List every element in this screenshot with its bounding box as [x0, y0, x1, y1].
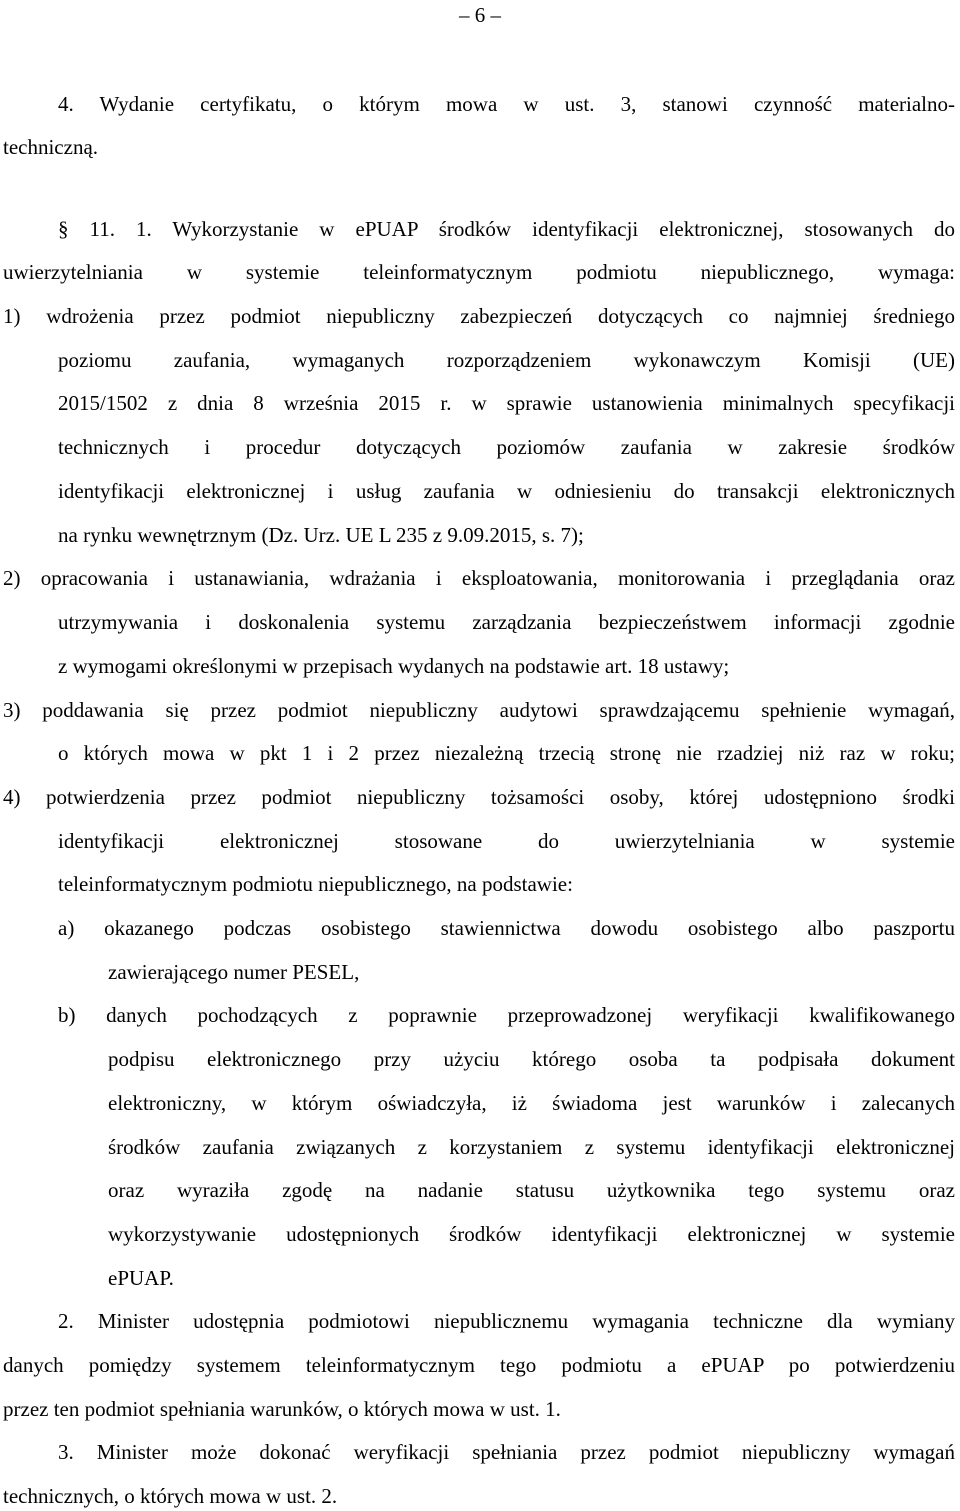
sub-item-line: a) okazanego podczas osobistego stawiennictwa dowodu osobistego albo paszportu [58, 916, 955, 940]
paragraph-line: 2. Minister udostępnia podmiotowi niepublicznemu wymagania techniczne dla wymiany [58, 1309, 955, 1333]
list-item-line: 2015/1502 z dnia 8 września 2015 r. w sprawie ustanowienia minimalnych specyfikacji [58, 391, 955, 415]
sub-item-line: b) danych pochodzących z poprawnie przeprowadzonej weryfikacji kwalifikowanego [58, 1003, 955, 1027]
list-item-line: identyfikacji elektronicznej stosowane do uwierzytelniania w systemie [58, 829, 955, 853]
paragraph-line: 3. Minister może dokonać weryfikacji spełniania przez podmiot niepubliczny wymagań [58, 1440, 955, 1464]
paragraph-line: § 11. 1. Wykorzystanie w ePUAP środków identyfikacji elektronicznej, stosowanych do [58, 217, 955, 241]
list-item-line: z wymogami określonymi w przepisach wydanych na podstawie art. 18 ustawy; [58, 654, 730, 678]
paragraph-line: technicznych, o których mowa w ust. 2. [3, 1484, 338, 1508]
list-item-line: 3) poddawania się przez podmiot niepubliczny audytowi sprawdzającemu spełnienie wymagań, [3, 698, 955, 722]
list-item-line: technicznych i procedur dotyczących poziomów zaufania w zakresie środków [58, 435, 955, 459]
list-item-line: 1) wdrożenia przez podmiot niepubliczny zabezpieczeń dotyczących co najmniej średniego [3, 304, 955, 328]
list-item-line: poziomu zaufania, wymaganych rozporządzeniem wykonawczym Komisji (UE) [58, 348, 955, 372]
list-item-line: 2) opracowania i ustanawiania, wdrażania i eksploatowania, monitorowania i przeglądania oraz [3, 566, 955, 590]
sub-item-line: ePUAP. [108, 1266, 174, 1290]
page-number: – 6 – [459, 3, 501, 27]
list-item-line: na rynku wewnętrznym (Dz. Urz. UE L 235 z 9.09.2015, s. 7); [58, 523, 584, 547]
paragraph-line: przez ten podmiot spełniania warunków, o których mowa w ust. 1. [3, 1397, 561, 1421]
list-item-line: 4) potwierdzenia przez podmiot niepubliczny tożsamości osoby, której udostępniono środki [3, 785, 955, 809]
sub-item-line: wykorzystywanie udostępnionych środków identyfikacji elektronicznej w systemie [108, 1222, 955, 1246]
sub-item-line: podpisu elektronicznego przy użyciu którego osoba ta podpisała dokument [108, 1047, 955, 1071]
sub-item-line: elektroniczny, w którym oświadczyła, iż świadoma jest warunków i zalecanych [108, 1091, 955, 1115]
paragraph-line: uwierzytelniania w systemie teleinformatycznym podmiotu niepublicznego, wymaga: [3, 260, 955, 284]
list-item-line: o których mowa w pkt 1 i 2 przez niezależną trzecią stronę nie rzadziej niż raz w roku; [58, 741, 955, 765]
sub-item-line: oraz wyraziła zgodę na nadanie statusu użytkownika tego systemu oraz [108, 1178, 955, 1202]
sub-item-line: zawierającego numer PESEL, [108, 960, 360, 984]
paragraph-line: danych pomiędzy systemem teleinformatycznym tego podmiotu a ePUAP po potwierdzeniu [3, 1353, 955, 1377]
paragraph-line: 4. Wydanie certyfikatu, o którym mowa w ust. 3, stanowi czynność materialno- [58, 92, 955, 116]
list-item-line: teleinformatycznym podmiotu niepublicznego, na podstawie: [58, 872, 573, 896]
list-item-line: utrzymywania i doskonalenia systemu zarządzania bezpieczeństwem informacji zgodnie [58, 610, 955, 634]
list-item-line: identyfikacji elektronicznej i usług zaufania w odniesieniu do transakcji elektronicznych [58, 479, 955, 503]
sub-item-line: środków zaufania związanych z korzystaniem z systemu identyfikacji elektronicznej [108, 1135, 955, 1159]
paragraph-line: techniczną. [3, 135, 99, 159]
